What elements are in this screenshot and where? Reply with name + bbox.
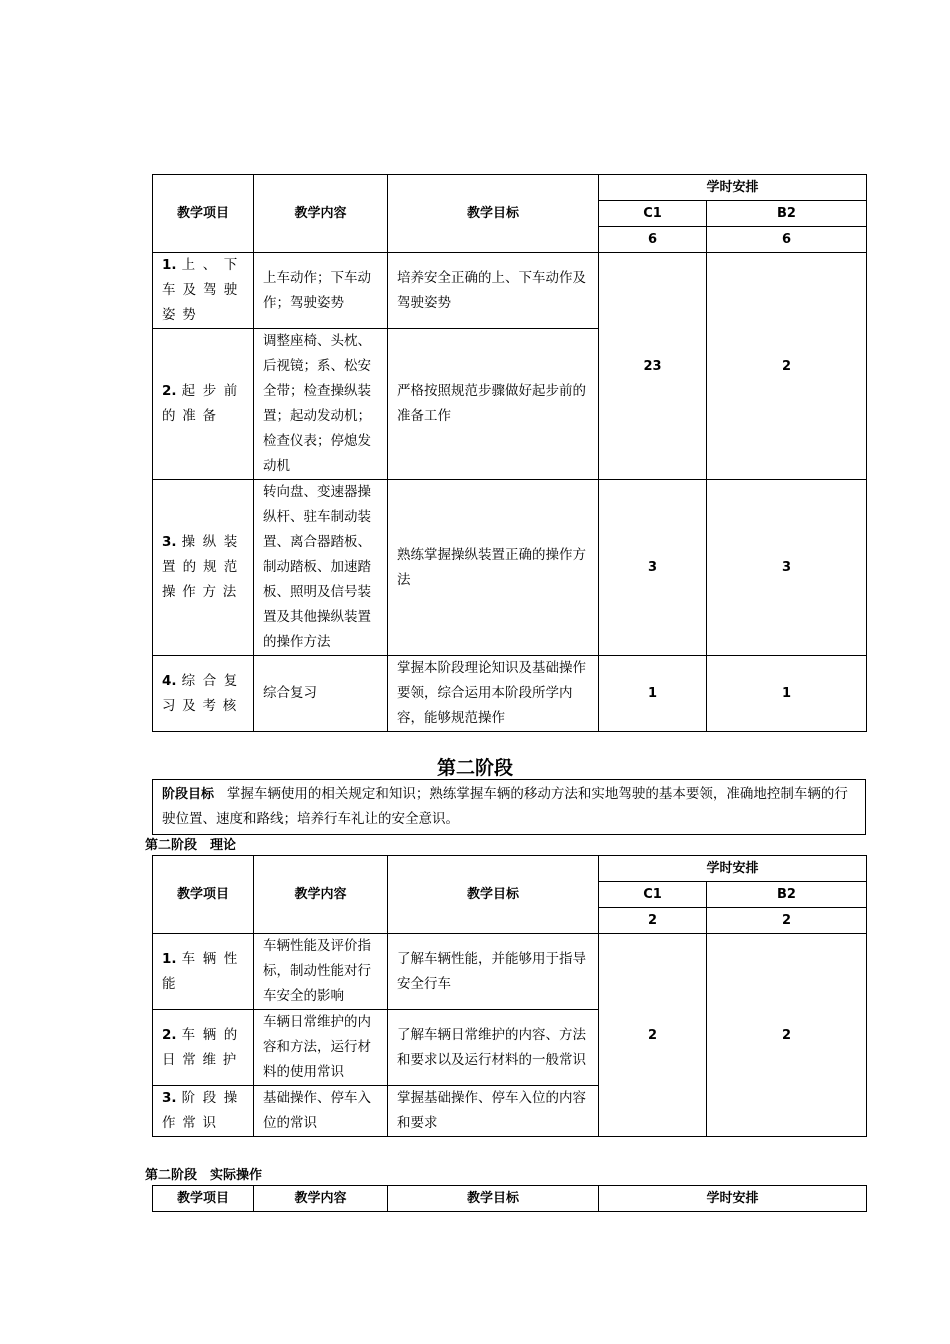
stage2-title: 第二阶段 bbox=[436, 757, 513, 779]
header-goal: 教学目标 bbox=[388, 856, 599, 934]
c1-hours-cell: 1 bbox=[599, 656, 707, 732]
header-item: 教学项目 bbox=[153, 1186, 254, 1212]
header-goal: 教学目标 bbox=[388, 175, 599, 253]
goal-cell: 严格按照规范步骤做好起步前的准备工作 bbox=[388, 329, 599, 480]
header-item: 教学项目 bbox=[153, 856, 254, 934]
header-b2: B2 bbox=[707, 882, 867, 908]
goal-text: 掌握车辆使用的相关规定和知识；熟练掌握车辆的移动方法和实地驾驶的基本要领，准确地控制车辆的行驶位置、速度和路线；培养行车礼让的安全意识。 bbox=[162, 786, 848, 827]
item-cell: 1. 车辆性能 bbox=[153, 934, 254, 1010]
header-content: 教学内容 bbox=[254, 175, 388, 253]
c1-hours-cell: 3 bbox=[599, 480, 707, 656]
item-cell: 4. 综合复习及考核 bbox=[153, 656, 254, 732]
header-hours: 学时安排 bbox=[599, 175, 867, 201]
item-cell: 2. 起步前的准备 bbox=[153, 329, 254, 480]
content-cell: 调整座椅、头枕、后视镜；系、松安全带；检查操纵装置；起动发动机；检查仪表；停熄发动机 bbox=[254, 329, 388, 480]
header-b2: B2 bbox=[707, 201, 867, 227]
b2-hours-cell: 2 bbox=[707, 934, 867, 1137]
header-b2-hours: 6 bbox=[707, 227, 867, 253]
header-hours: 学时安排 bbox=[599, 856, 867, 882]
table-row bbox=[153, 480, 867, 656]
item-cell: 3. 操纵装置的规范操作方法 bbox=[153, 480, 254, 656]
goal-cell: 掌握基础操作、停车入位的内容和要求 bbox=[388, 1086, 599, 1137]
content-cell: 基础操作、停车入位的常识 bbox=[254, 1086, 388, 1137]
table-row bbox=[153, 934, 867, 1010]
header-content: 教学内容 bbox=[254, 856, 388, 934]
header-hours: 学时安排 bbox=[599, 1186, 867, 1212]
content-cell: 车辆日常维护的内容和方法，运行材料的使用常识 bbox=[254, 1010, 388, 1086]
item-cell: 3. 阶段操作常识 bbox=[153, 1086, 254, 1137]
table-row bbox=[153, 253, 867, 329]
content-cell: 转向盘、变速器操纵杆、驻车制动装置、离合器踏板、制动踏板、加速踏板、照明及信号装置及其他操纵装置的操作方法 bbox=[254, 480, 388, 656]
header-content: 教学内容 bbox=[254, 1186, 388, 1212]
header-c1-hours: 2 bbox=[599, 908, 707, 934]
b2-hours-cell: 2 bbox=[707, 253, 867, 480]
header-goal: 教学目标 bbox=[388, 1186, 599, 1212]
item-cell: 2. 车辆的日常维护 bbox=[153, 1010, 254, 1086]
goal-cell: 了解车辆日常维护的内容、方法和要求以及运行材料的一般常识 bbox=[388, 1010, 599, 1086]
goal-cell: 熟练掌握操纵装置正确的操作方法 bbox=[388, 480, 599, 656]
header-c1: C1 bbox=[599, 201, 707, 227]
b2-hours-cell: 1 bbox=[707, 656, 867, 732]
goal-cell: 培养安全正确的上、下车动作及驾驶姿势 bbox=[388, 253, 599, 329]
goal-cell: 了解车辆性能，并能够用于指导安全行车 bbox=[388, 934, 599, 1010]
header-item: 教学项目 bbox=[153, 175, 254, 253]
content-cell: 综合复习 bbox=[254, 656, 388, 732]
c1-hours-cell: 23 bbox=[599, 253, 707, 480]
goal-cell: 掌握本阶段理论知识及基础操作要领，综合运用本阶段所学内容，能够规范操作 bbox=[388, 656, 599, 732]
content-cell: 车辆性能及评价指标，制动性能对行车安全的影响 bbox=[254, 934, 388, 1010]
c1-hours-cell: 2 bbox=[599, 934, 707, 1137]
stage2-theory-table bbox=[152, 855, 867, 1137]
item-cell: 1. 上、下车及驾驶姿势 bbox=[153, 253, 254, 329]
header-c1: C1 bbox=[599, 882, 707, 908]
header-b2-hours: 2 bbox=[707, 908, 867, 934]
stage2-goal-box bbox=[152, 779, 866, 835]
practice-heading: 第二阶段 实际操作 bbox=[145, 1168, 263, 1183]
table-row bbox=[153, 656, 867, 732]
stage2-practice-table bbox=[152, 1185, 867, 1212]
header-c1-hours: 6 bbox=[599, 227, 707, 253]
content-cell: 上车动作；下车动作；驾驶姿势 bbox=[254, 253, 388, 329]
theory-heading: 第二阶段 理论 bbox=[145, 838, 237, 853]
stage1-table bbox=[152, 174, 867, 732]
goal-label: 阶段目标 bbox=[162, 787, 215, 802]
b2-hours-cell: 3 bbox=[707, 480, 867, 656]
